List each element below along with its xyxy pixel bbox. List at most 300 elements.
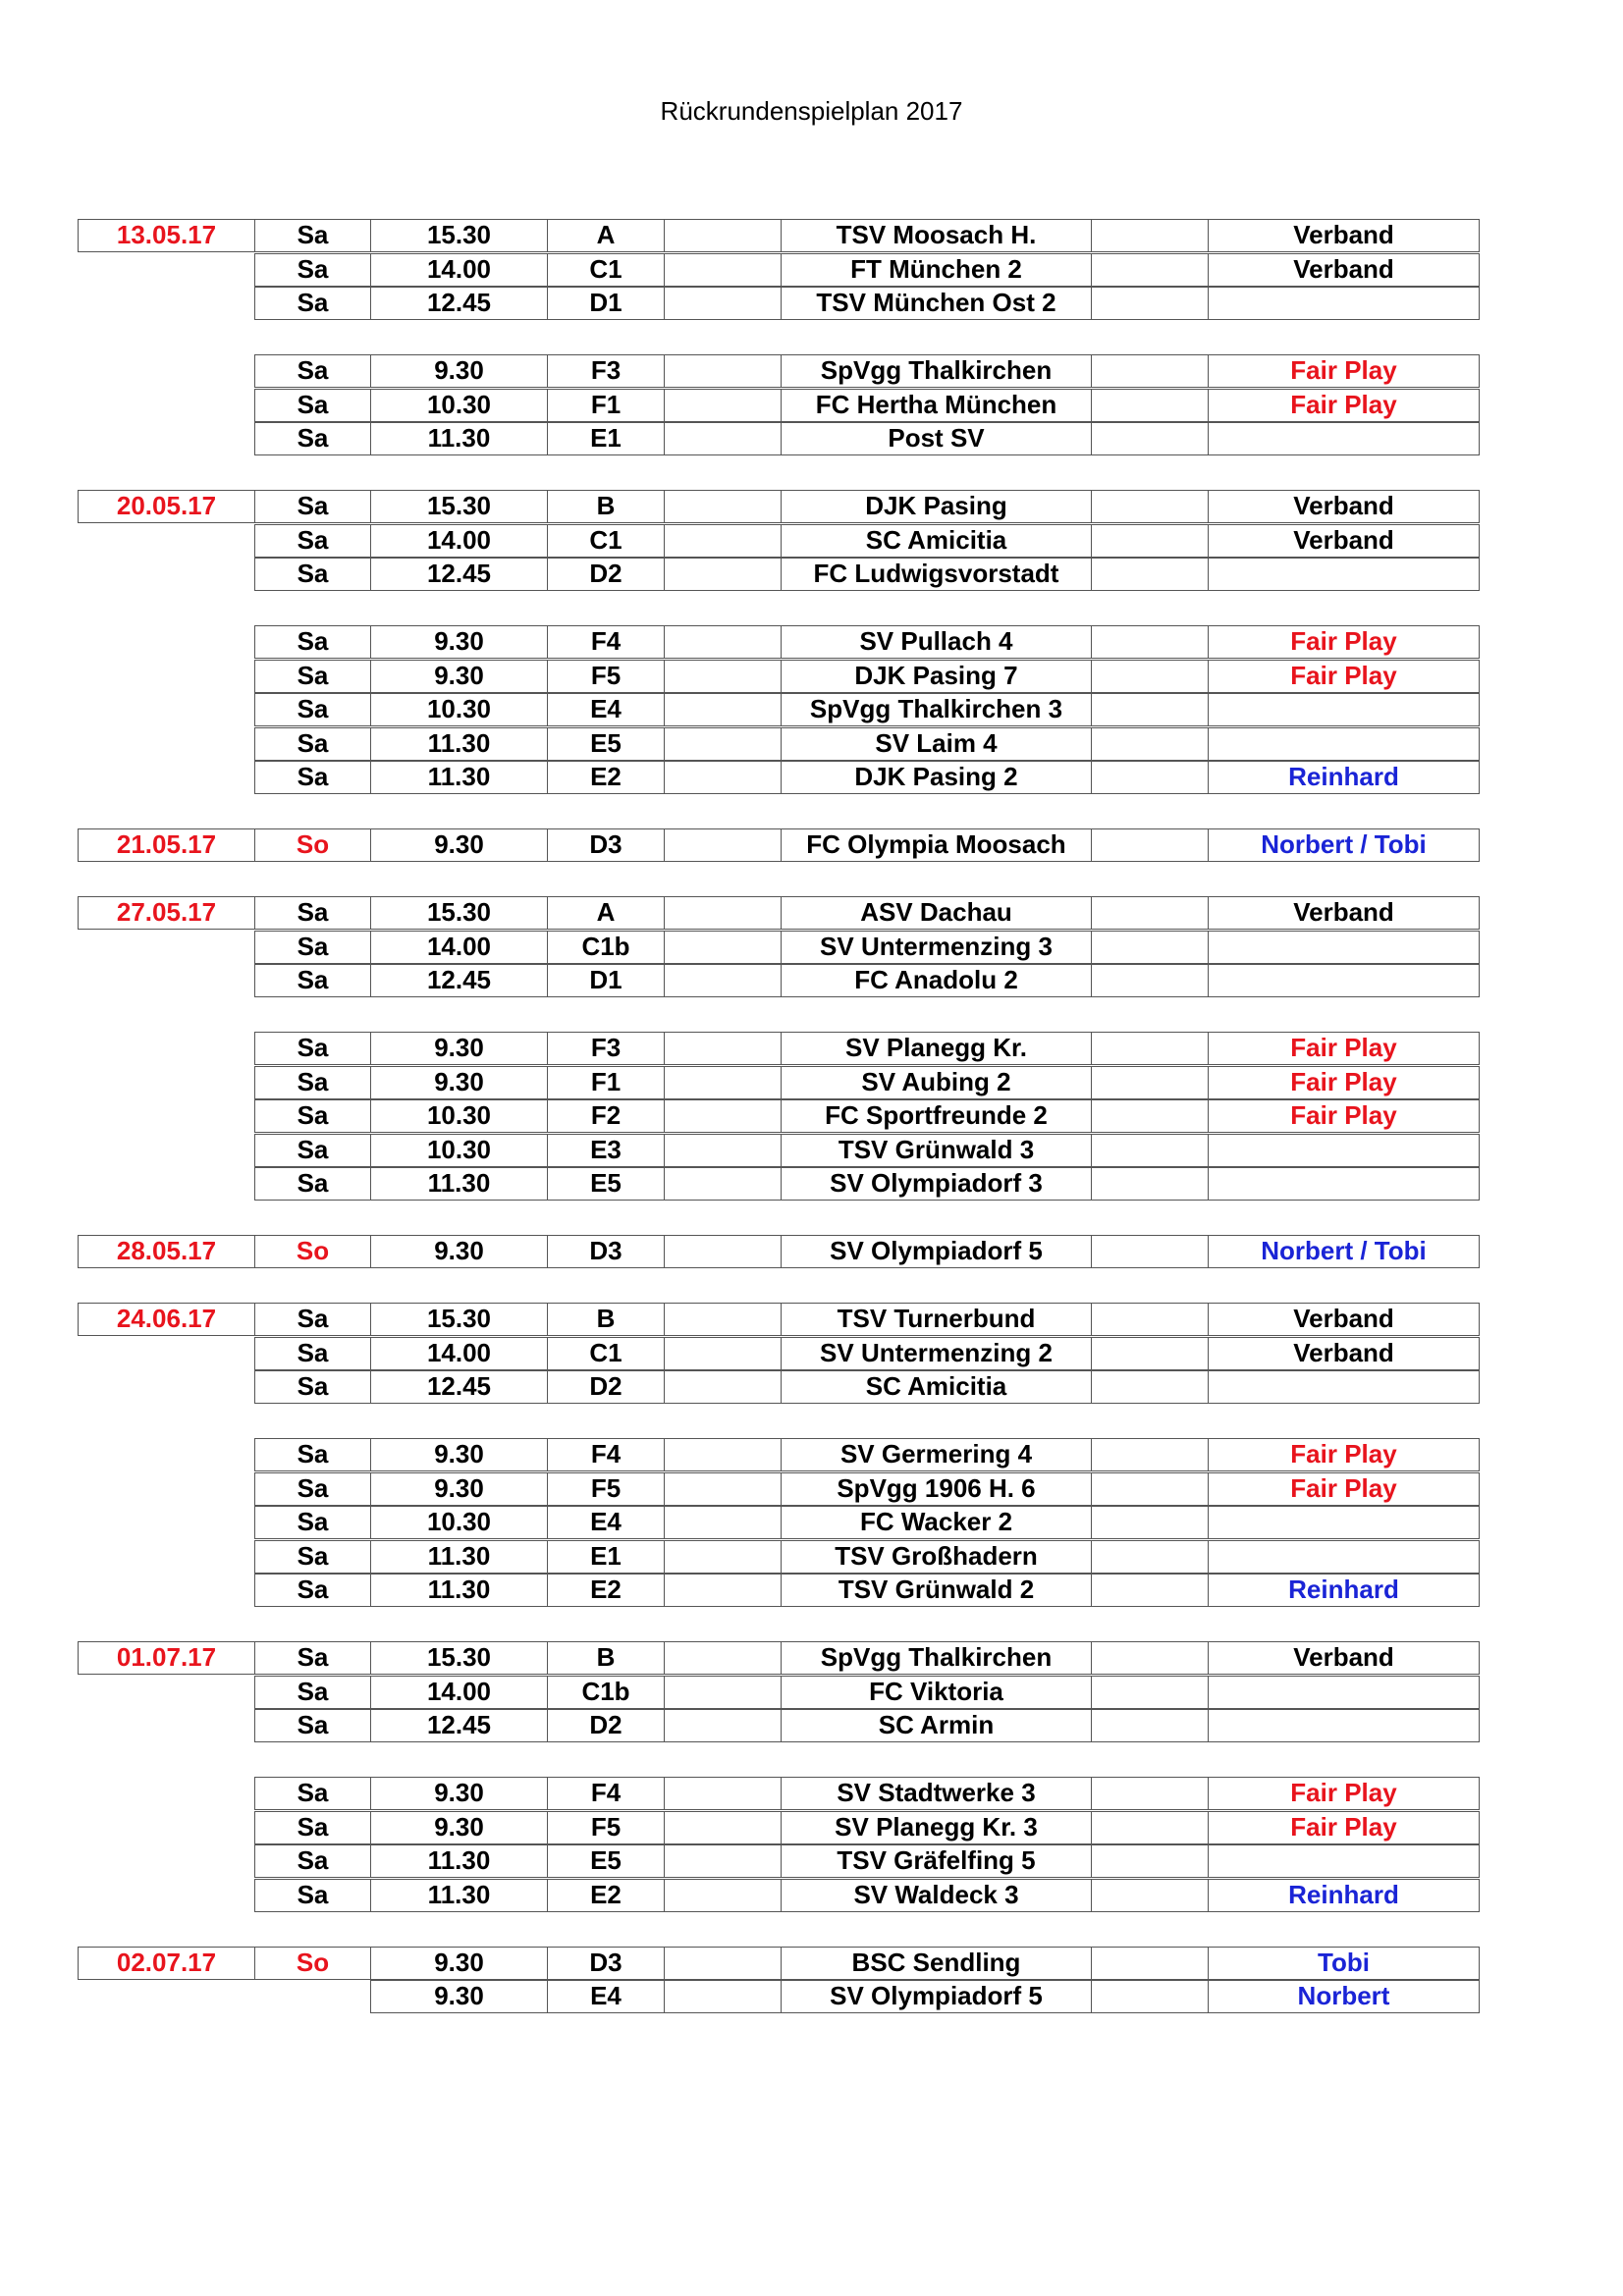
team-class: D2: [547, 1370, 665, 1404]
empty-cell: [664, 1777, 782, 1810]
team-class: E2: [547, 1879, 665, 1912]
opponent-name: TSV Turnerbund: [781, 1303, 1092, 1336]
opponent-name: FC Hertha München: [781, 389, 1092, 422]
match-day: So: [254, 1235, 371, 1268]
empty-cell: [1091, 1235, 1209, 1268]
empty-cell: [1091, 253, 1209, 287]
kickoff-time: 15.30: [370, 490, 548, 523]
opponent-name: FC Anadolu 2: [781, 964, 1092, 997]
match-day: Sa: [254, 1066, 371, 1099]
match-day: Sa: [254, 524, 371, 558]
match-day: So: [254, 828, 371, 862]
empty-cell: [1091, 1777, 1209, 1810]
empty-cell: [664, 1134, 782, 1167]
opponent-name: SV Stadtwerke 3: [781, 1777, 1092, 1810]
kickoff-time: 14.00: [370, 524, 548, 558]
match-day: Sa: [254, 1641, 371, 1675]
match-day: Sa: [254, 1438, 371, 1471]
table-row: [0, 1947, 1623, 1980]
kickoff-time: 12.45: [370, 1370, 548, 1404]
empty-cell: [1091, 1099, 1209, 1133]
empty-cell: [1091, 1506, 1209, 1539]
table-row: [0, 1540, 1623, 1574]
referee: Verband: [1208, 490, 1480, 523]
team-class: D3: [547, 828, 665, 862]
kickoff-time: 12.45: [370, 287, 548, 320]
referee: Fair Play: [1208, 1066, 1480, 1099]
referee: [1208, 693, 1480, 726]
empty-cell: [1091, 964, 1209, 997]
empty-cell: [664, 1879, 782, 1912]
referee: Norbert / Tobi: [1208, 828, 1480, 862]
opponent-name: SpVgg Thalkirchen: [781, 354, 1092, 388]
match-day: Sa: [254, 287, 371, 320]
empty-cell: [664, 558, 782, 591]
table-row: [0, 1506, 1623, 1539]
empty-cell: [1091, 287, 1209, 320]
opponent-name: FC Olympia Moosach: [781, 828, 1092, 862]
table-row: [0, 219, 1623, 252]
match-day: Sa: [254, 1167, 371, 1201]
team-class: E4: [547, 1506, 665, 1539]
match-day: Sa: [254, 964, 371, 997]
referee: Fair Play: [1208, 1032, 1480, 1065]
team-class: A: [547, 219, 665, 252]
empty-cell: [664, 1235, 782, 1268]
table-row: [0, 354, 1623, 388]
kickoff-time: 9.30: [370, 1438, 548, 1471]
opponent-name: SV Waldeck 3: [781, 1879, 1092, 1912]
empty-cell: [664, 1811, 782, 1844]
team-class: E4: [547, 693, 665, 726]
empty-cell: [664, 389, 782, 422]
match-day: Sa: [254, 1303, 371, 1336]
match-date: 20.05.17: [78, 490, 255, 523]
match-day: Sa: [254, 931, 371, 964]
table-row: [0, 1235, 1623, 1268]
team-class: A: [547, 896, 665, 930]
referee: Verband: [1208, 1641, 1480, 1675]
empty-cell: [1091, 828, 1209, 862]
match-day: Sa: [254, 1337, 371, 1370]
empty-cell: [664, 761, 782, 794]
opponent-name: TSV Grünwald 3: [781, 1134, 1092, 1167]
kickoff-time: 15.30: [370, 896, 548, 930]
empty-cell: [1091, 1472, 1209, 1506]
referee: [1208, 1540, 1480, 1574]
team-class: D3: [547, 1947, 665, 1980]
match-date: 28.05.17: [78, 1235, 255, 1268]
opponent-name: ASV Dachau: [781, 896, 1092, 930]
team-class: B: [547, 1303, 665, 1336]
team-class: F4: [547, 1777, 665, 1810]
referee: Verband: [1208, 524, 1480, 558]
empty-cell: [1091, 761, 1209, 794]
referee: Verband: [1208, 896, 1480, 930]
match-day: Sa: [254, 1709, 371, 1742]
opponent-name: SV Olympiadorf 5: [781, 1980, 1092, 2013]
table-row: [0, 1844, 1623, 1878]
match-day: Sa: [254, 896, 371, 930]
empty-cell: [1091, 389, 1209, 422]
team-class: E3: [547, 1134, 665, 1167]
team-class: D2: [547, 558, 665, 591]
table-row: [0, 1472, 1623, 1506]
empty-cell: [1091, 727, 1209, 761]
opponent-name: FC Wacker 2: [781, 1506, 1092, 1539]
kickoff-time: 11.30: [370, 1167, 548, 1201]
team-class: D1: [547, 287, 665, 320]
opponent-name: SV Olympiadorf 3: [781, 1167, 1092, 1201]
kickoff-time: 11.30: [370, 422, 548, 455]
table-row: [0, 931, 1623, 964]
table-row: [0, 1099, 1623, 1133]
empty-cell: [1091, 896, 1209, 930]
empty-cell: [664, 896, 782, 930]
team-class: E1: [547, 422, 665, 455]
kickoff-time: 14.00: [370, 1676, 548, 1709]
empty-cell: [664, 1167, 782, 1201]
empty-cell: [1091, 1438, 1209, 1471]
kickoff-time: 9.30: [370, 1980, 548, 2013]
team-class: B: [547, 490, 665, 523]
referee: Verband: [1208, 1303, 1480, 1336]
opponent-name: SV Germering 4: [781, 1438, 1092, 1471]
team-class: F2: [547, 1099, 665, 1133]
empty-cell: [1091, 1134, 1209, 1167]
opponent-name: TSV Grünwald 2: [781, 1574, 1092, 1607]
referee: Reinhard: [1208, 1574, 1480, 1607]
opponent-name: SpVgg 1906 H. 6: [781, 1472, 1092, 1506]
match-date: 24.06.17: [78, 1303, 255, 1336]
kickoff-time: 11.30: [370, 1879, 548, 1912]
empty-cell: [664, 727, 782, 761]
kickoff-time: 10.30: [370, 1506, 548, 1539]
referee: [1208, 931, 1480, 964]
kickoff-time: 9.30: [370, 1066, 548, 1099]
opponent-name: FC Ludwigsvorstadt: [781, 558, 1092, 591]
empty-cell: [1091, 625, 1209, 659]
empty-cell: [1091, 1844, 1209, 1878]
referee: Fair Play: [1208, 1438, 1480, 1471]
kickoff-time: 15.30: [370, 1303, 548, 1336]
referee: [1208, 1370, 1480, 1404]
team-class: B: [547, 1641, 665, 1675]
team-class: F5: [547, 1811, 665, 1844]
kickoff-time: 11.30: [370, 761, 548, 794]
match-day: Sa: [254, 490, 371, 523]
match-date: 21.05.17: [78, 828, 255, 862]
team-class: E2: [547, 761, 665, 794]
opponent-name: FT München 2: [781, 253, 1092, 287]
empty-cell: [664, 354, 782, 388]
table-row: [0, 1709, 1623, 1742]
referee: Fair Play: [1208, 1811, 1480, 1844]
team-class: E4: [547, 1980, 665, 2013]
empty-cell: [664, 828, 782, 862]
table-row: [0, 1676, 1623, 1709]
kickoff-time: 9.30: [370, 1472, 548, 1506]
opponent-name: TSV Großhadern: [781, 1540, 1092, 1574]
empty-cell: [664, 1438, 782, 1471]
table-row: [0, 625, 1623, 659]
match-day: Sa: [254, 625, 371, 659]
empty-cell: [1091, 354, 1209, 388]
table-row: [0, 1337, 1623, 1370]
team-class: D3: [547, 1235, 665, 1268]
kickoff-time: 9.30: [370, 828, 548, 862]
match-day: Sa: [254, 693, 371, 726]
empty-cell: [664, 1066, 782, 1099]
referee: [1208, 727, 1480, 761]
empty-cell: [1091, 558, 1209, 591]
match-date: 01.07.17: [78, 1641, 255, 1675]
kickoff-time: 12.45: [370, 1709, 548, 1742]
page-title: Rückrundenspielplan 2017: [660, 96, 963, 126]
opponent-name: SV Planegg Kr. 3: [781, 1811, 1092, 1844]
match-day: Sa: [254, 1676, 371, 1709]
table-row: [0, 1032, 1623, 1065]
team-class: C1: [547, 253, 665, 287]
referee: Verband: [1208, 253, 1480, 287]
match-day: Sa: [254, 1099, 371, 1133]
kickoff-time: 10.30: [370, 389, 548, 422]
match-day: Sa: [254, 761, 371, 794]
kickoff-time: 9.30: [370, 1777, 548, 1810]
kickoff-time: 10.30: [370, 693, 548, 726]
empty-cell: [1091, 931, 1209, 964]
empty-cell: [664, 253, 782, 287]
opponent-name: SV Laim 4: [781, 727, 1092, 761]
empty-cell: [1091, 1574, 1209, 1607]
referee: [1208, 422, 1480, 455]
table-row: [0, 1134, 1623, 1167]
opponent-name: DJK Pasing 7: [781, 660, 1092, 693]
empty-cell: [1091, 1947, 1209, 1980]
match-day: Sa: [254, 1032, 371, 1065]
team-class: F4: [547, 625, 665, 659]
empty-cell: [1091, 1980, 1209, 2013]
kickoff-time: 11.30: [370, 1844, 548, 1878]
team-class: C1: [547, 524, 665, 558]
kickoff-time: 14.00: [370, 1337, 548, 1370]
empty-cell: [1091, 660, 1209, 693]
match-date: 27.05.17: [78, 896, 255, 930]
referee: [1208, 1709, 1480, 1742]
match-day: Sa: [254, 1472, 371, 1506]
table-row: [0, 896, 1623, 930]
referee: Fair Play: [1208, 354, 1480, 388]
table-row: [0, 828, 1623, 862]
table-row: [0, 490, 1623, 523]
empty-cell: [664, 1709, 782, 1742]
team-class: C1b: [547, 931, 665, 964]
kickoff-time: 14.00: [370, 931, 548, 964]
opponent-name: Post SV: [781, 422, 1092, 455]
match-day: Sa: [254, 253, 371, 287]
referee: [1208, 1506, 1480, 1539]
referee: Fair Play: [1208, 1777, 1480, 1810]
table-row: [0, 287, 1623, 320]
empty-cell: [1091, 490, 1209, 523]
referee: [1208, 964, 1480, 997]
match-date: 02.07.17: [78, 1947, 255, 1980]
opponent-name: TSV München Ost 2: [781, 287, 1092, 320]
team-class: E5: [547, 727, 665, 761]
empty-cell: [1091, 1066, 1209, 1099]
table-row: [0, 727, 1623, 761]
opponent-name: TSV Moosach H.: [781, 219, 1092, 252]
referee: Norbert / Tobi: [1208, 1235, 1480, 1268]
opponent-name: SC Amicitia: [781, 524, 1092, 558]
empty-cell: [1091, 1540, 1209, 1574]
referee: [1208, 287, 1480, 320]
empty-cell: [664, 1844, 782, 1878]
opponent-name: DJK Pasing 2: [781, 761, 1092, 794]
empty-cell: [1091, 422, 1209, 455]
referee: [1208, 1134, 1480, 1167]
table-row: [0, 660, 1623, 693]
opponent-name: SpVgg Thalkirchen: [781, 1641, 1092, 1675]
empty-cell: [664, 1641, 782, 1675]
match-day: Sa: [254, 727, 371, 761]
empty-cell: [1091, 1879, 1209, 1912]
empty-cell: [1091, 1811, 1209, 1844]
empty-cell: [664, 1032, 782, 1065]
team-class: E1: [547, 1540, 665, 1574]
match-day: So: [254, 1947, 371, 1980]
referee: Norbert: [1208, 1980, 1480, 2013]
table-row: [0, 1980, 1623, 2013]
empty-cell: [664, 287, 782, 320]
referee: Fair Play: [1208, 1099, 1480, 1133]
empty-cell: [1091, 1676, 1209, 1709]
opponent-name: SC Armin: [781, 1709, 1092, 1742]
kickoff-time: 9.30: [370, 625, 548, 659]
empty-cell: [1091, 219, 1209, 252]
referee: [1208, 1167, 1480, 1201]
opponent-name: SV Aubing 2: [781, 1066, 1092, 1099]
kickoff-time: 9.30: [370, 354, 548, 388]
table-row: [0, 1303, 1623, 1336]
empty-cell: [664, 931, 782, 964]
kickoff-time: 9.30: [370, 660, 548, 693]
match-day: Sa: [254, 389, 371, 422]
table-row: [0, 389, 1623, 422]
empty-cell: [664, 524, 782, 558]
kickoff-time: 9.30: [370, 1811, 548, 1844]
kickoff-time: 14.00: [370, 253, 548, 287]
empty-cell: [664, 1540, 782, 1574]
referee: Tobi: [1208, 1947, 1480, 1980]
referee: Reinhard: [1208, 1879, 1480, 1912]
kickoff-time: 11.30: [370, 727, 548, 761]
empty-cell: [1091, 524, 1209, 558]
team-class: C1b: [547, 1676, 665, 1709]
empty-cell: [664, 219, 782, 252]
table-row: [0, 1879, 1623, 1912]
empty-cell: [664, 1947, 782, 1980]
kickoff-time: 15.30: [370, 219, 548, 252]
referee: Fair Play: [1208, 389, 1480, 422]
table-row: [0, 693, 1623, 726]
team-class: F1: [547, 1066, 665, 1099]
table-row: [0, 1370, 1623, 1404]
match-day: Sa: [254, 422, 371, 455]
match-day: Sa: [254, 558, 371, 591]
empty-cell: [664, 490, 782, 523]
team-class: E5: [547, 1844, 665, 1878]
table-row: [0, 1066, 1623, 1099]
referee: Fair Play: [1208, 1472, 1480, 1506]
empty-cell: [664, 964, 782, 997]
table-row: [0, 1167, 1623, 1201]
referee: [1208, 1844, 1480, 1878]
match-day: Sa: [254, 660, 371, 693]
empty-cell: [664, 1506, 782, 1539]
referee: Fair Play: [1208, 660, 1480, 693]
empty-cell: [664, 1099, 782, 1133]
empty-cell: [664, 1980, 782, 2013]
opponent-name: SV Untermenzing 3: [781, 931, 1092, 964]
table-row: [0, 1777, 1623, 1810]
team-class: E2: [547, 1574, 665, 1607]
match-day: Sa: [254, 1540, 371, 1574]
opponent-name: SC Amicitia: [781, 1370, 1092, 1404]
match-day: Sa: [254, 1844, 371, 1878]
team-class: F3: [547, 1032, 665, 1065]
empty-cell: [664, 1303, 782, 1336]
kickoff-time: 11.30: [370, 1574, 548, 1607]
empty-cell: [1091, 1167, 1209, 1201]
kickoff-time: 12.45: [370, 964, 548, 997]
match-date: 13.05.17: [78, 219, 255, 252]
referee: [1208, 558, 1480, 591]
empty-cell: [1091, 1337, 1209, 1370]
empty-cell: [1091, 1032, 1209, 1065]
table-row: [0, 1811, 1623, 1844]
empty-cell: [664, 693, 782, 726]
kickoff-time: 15.30: [370, 1641, 548, 1675]
referee: Verband: [1208, 219, 1480, 252]
match-day: Sa: [254, 1370, 371, 1404]
table-row: [0, 558, 1623, 591]
kickoff-time: 9.30: [370, 1032, 548, 1065]
team-class: F4: [547, 1438, 665, 1471]
empty-cell: [1091, 1303, 1209, 1336]
team-class: D2: [547, 1709, 665, 1742]
table-row: [0, 964, 1623, 997]
empty-cell: [664, 1676, 782, 1709]
match-day: Sa: [254, 1134, 371, 1167]
empty-cell: [664, 1337, 782, 1370]
referee: Reinhard: [1208, 761, 1480, 794]
empty-cell: [664, 422, 782, 455]
table-row: [0, 1641, 1623, 1675]
empty-cell: [664, 660, 782, 693]
match-day: Sa: [254, 1506, 371, 1539]
match-day: Sa: [254, 1811, 371, 1844]
kickoff-time: 9.30: [370, 1235, 548, 1268]
opponent-name: SV Pullach 4: [781, 625, 1092, 659]
kickoff-time: 9.30: [370, 1947, 548, 1980]
table-row: [0, 422, 1623, 455]
team-class: C1: [547, 1337, 665, 1370]
opponent-name: FC Sportfreunde 2: [781, 1099, 1092, 1133]
match-day: Sa: [254, 219, 371, 252]
opponent-name: FC Viktoria: [781, 1676, 1092, 1709]
table-row: [0, 253, 1623, 287]
